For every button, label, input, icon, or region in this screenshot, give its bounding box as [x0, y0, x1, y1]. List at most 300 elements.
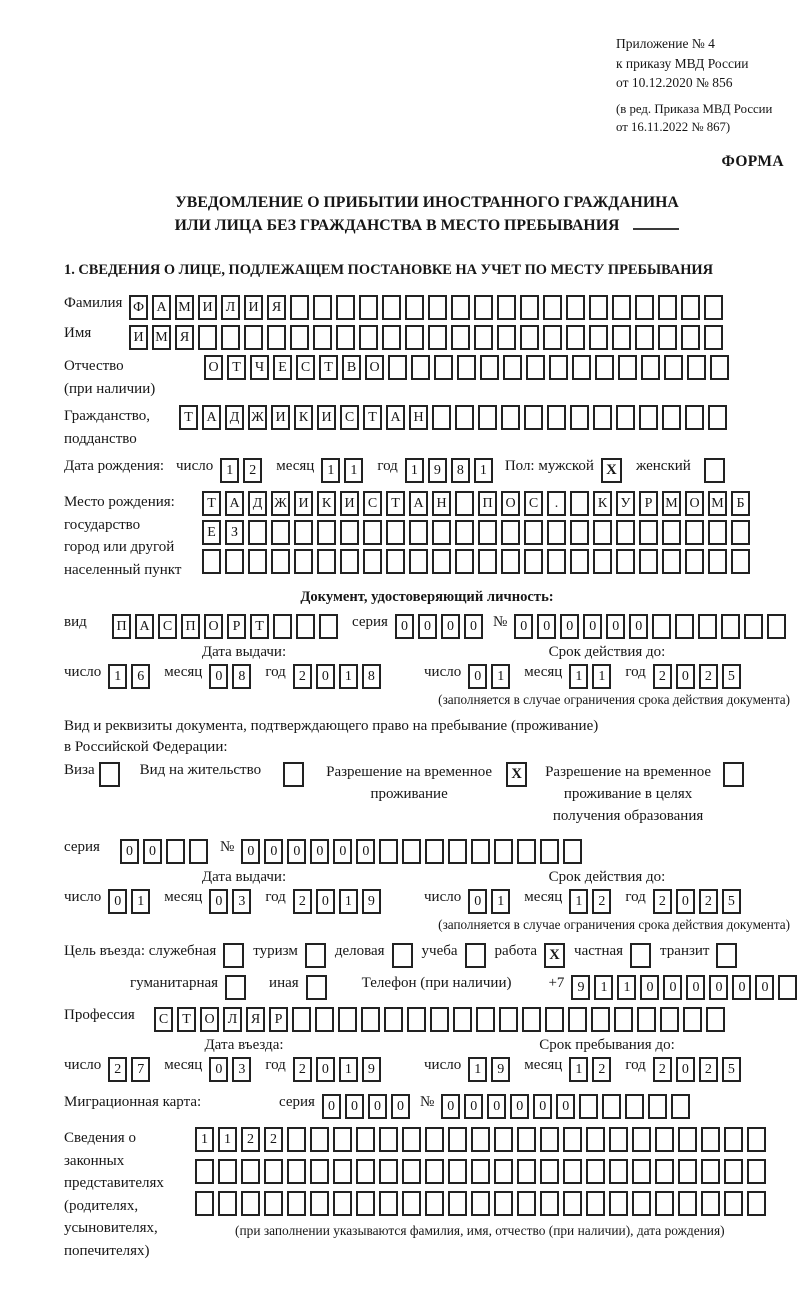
visa-checkbox[interactable] — [99, 762, 120, 787]
char-box[interactable] — [635, 295, 654, 320]
char-box[interactable]: Ж — [271, 491, 290, 516]
char-box[interactable]: С — [524, 491, 543, 516]
char-box[interactable]: П — [112, 614, 131, 639]
char-box[interactable] — [609, 1191, 628, 1216]
char-box[interactable]: Я — [267, 295, 286, 320]
char-box[interactable] — [409, 520, 428, 545]
char-box[interactable]: 0 — [560, 614, 579, 639]
temp-residence-edu-checkbox[interactable] — [723, 762, 744, 787]
char-box[interactable] — [290, 295, 309, 320]
char-box[interactable]: Ж — [248, 405, 267, 430]
char-box[interactable] — [517, 1127, 536, 1152]
char-box[interactable] — [356, 1127, 375, 1152]
char-box[interactable] — [501, 405, 520, 430]
char-box[interactable] — [474, 325, 493, 350]
char-box[interactable] — [708, 405, 727, 430]
char-box[interactable] — [166, 839, 185, 864]
char-box[interactable] — [586, 1127, 605, 1152]
char-box[interactable] — [503, 355, 522, 380]
char-box[interactable]: С — [158, 614, 177, 639]
char-box[interactable] — [455, 549, 474, 574]
char-box[interactable]: А — [135, 614, 154, 639]
char-box[interactable] — [409, 549, 428, 574]
char-box[interactable] — [522, 1007, 541, 1032]
char-box[interactable] — [570, 520, 589, 545]
char-box[interactable] — [520, 295, 539, 320]
char-box[interactable] — [432, 549, 451, 574]
char-box[interactable] — [586, 1159, 605, 1184]
char-box[interactable]: 1 — [617, 975, 636, 1000]
char-box[interactable] — [747, 1191, 766, 1216]
char-box[interactable] — [313, 325, 332, 350]
char-box[interactable] — [678, 1127, 697, 1152]
char-box[interactable] — [747, 1159, 766, 1184]
char-box[interactable]: Ч — [250, 355, 269, 380]
char-box[interactable]: 1 — [131, 889, 150, 914]
char-box[interactable] — [494, 1127, 513, 1152]
char-box[interactable] — [632, 1159, 651, 1184]
char-box[interactable] — [287, 1191, 306, 1216]
char-box[interactable] — [593, 405, 612, 430]
char-box[interactable] — [563, 1191, 582, 1216]
char-box[interactable]: 1 — [468, 1057, 487, 1082]
char-box[interactable] — [639, 520, 658, 545]
char-box[interactable]: 0 — [537, 614, 556, 639]
char-box[interactable] — [710, 355, 729, 380]
char-box[interactable] — [547, 549, 566, 574]
char-box[interactable] — [218, 1159, 237, 1184]
char-box[interactable]: 0 — [120, 839, 139, 864]
char-box[interactable]: 1 — [491, 889, 510, 914]
char-box[interactable] — [685, 520, 704, 545]
char-box[interactable]: Т — [227, 355, 246, 380]
char-box[interactable]: К — [294, 405, 313, 430]
char-box[interactable] — [524, 549, 543, 574]
char-box[interactable]: 0 — [514, 614, 533, 639]
char-box[interactable]: 2 — [699, 889, 718, 914]
char-box[interactable]: Д — [248, 491, 267, 516]
char-box[interactable] — [338, 1007, 357, 1032]
char-box[interactable]: 0 — [676, 889, 695, 914]
char-box[interactable]: 0 — [533, 1094, 552, 1119]
char-box[interactable]: 1 — [569, 889, 588, 914]
char-box[interactable] — [678, 1159, 697, 1184]
sex-female-checkbox[interactable] — [704, 458, 725, 483]
char-box[interactable]: Т — [319, 355, 338, 380]
char-box[interactable] — [333, 1159, 352, 1184]
char-box[interactable] — [589, 325, 608, 350]
char-box[interactable] — [609, 1127, 628, 1152]
char-box[interactable]: М — [662, 491, 681, 516]
char-box[interactable] — [731, 549, 750, 574]
char-box[interactable]: 2 — [653, 889, 672, 914]
char-box[interactable] — [336, 325, 355, 350]
char-box[interactable] — [708, 549, 727, 574]
char-box[interactable]: 0 — [464, 1094, 483, 1119]
char-box[interactable] — [708, 520, 727, 545]
char-box[interactable]: 9 — [491, 1057, 510, 1082]
char-box[interactable] — [451, 295, 470, 320]
char-box[interactable] — [494, 839, 513, 864]
char-box[interactable] — [497, 295, 516, 320]
char-box[interactable]: А — [202, 405, 221, 430]
char-box[interactable]: 0 — [676, 1057, 695, 1082]
purpose-tourism-checkbox[interactable] — [305, 943, 326, 968]
char-box[interactable] — [517, 1191, 536, 1216]
char-box[interactable] — [497, 325, 516, 350]
char-box[interactable] — [660, 1007, 679, 1032]
char-box[interactable]: 1 — [218, 1127, 237, 1152]
char-box[interactable] — [359, 325, 378, 350]
char-box[interactable] — [476, 1007, 495, 1032]
char-box[interactable]: 3 — [232, 1057, 251, 1082]
char-box[interactable] — [195, 1159, 214, 1184]
char-box[interactable]: О — [365, 355, 384, 380]
char-box[interactable]: С — [363, 491, 382, 516]
char-box[interactable] — [540, 1159, 559, 1184]
char-box[interactable]: 0 — [686, 975, 705, 1000]
char-box[interactable]: Т — [363, 405, 382, 430]
char-box[interactable] — [474, 295, 493, 320]
char-box[interactable] — [655, 1127, 674, 1152]
char-box[interactable] — [593, 549, 612, 574]
char-box[interactable] — [241, 1159, 260, 1184]
char-box[interactable] — [501, 549, 520, 574]
char-box[interactable]: К — [593, 491, 612, 516]
char-box[interactable] — [471, 1191, 490, 1216]
char-box[interactable] — [614, 1007, 633, 1032]
char-box[interactable] — [685, 549, 704, 574]
char-box[interactable] — [655, 1191, 674, 1216]
char-box[interactable] — [340, 549, 359, 574]
char-box[interactable]: 0 — [316, 1057, 335, 1082]
char-box[interactable]: 2 — [592, 889, 611, 914]
char-box[interactable]: 2 — [293, 664, 312, 689]
char-box[interactable] — [448, 1191, 467, 1216]
char-box[interactable] — [471, 1127, 490, 1152]
char-box[interactable]: Н — [432, 491, 451, 516]
char-box[interactable]: И — [271, 405, 290, 430]
char-box[interactable]: 2 — [653, 664, 672, 689]
char-box[interactable]: И — [294, 491, 313, 516]
char-box[interactable] — [448, 1127, 467, 1152]
char-box[interactable] — [517, 1159, 536, 1184]
char-box[interactable]: 0 — [732, 975, 751, 1000]
char-box[interactable] — [202, 549, 221, 574]
char-box[interactable]: 0 — [209, 1057, 228, 1082]
char-box[interactable] — [616, 405, 635, 430]
char-box[interactable] — [767, 614, 786, 639]
char-box[interactable] — [405, 295, 424, 320]
char-box[interactable]: 0 — [264, 839, 283, 864]
char-box[interactable] — [294, 549, 313, 574]
char-box[interactable]: 0 — [755, 975, 774, 1000]
char-box[interactable] — [218, 1191, 237, 1216]
char-box[interactable] — [701, 1191, 720, 1216]
char-box[interactable] — [540, 1191, 559, 1216]
char-box[interactable] — [290, 325, 309, 350]
char-box[interactable] — [317, 520, 336, 545]
char-box[interactable]: 1 — [220, 458, 239, 483]
char-box[interactable]: . — [547, 491, 566, 516]
char-box[interactable] — [264, 1159, 283, 1184]
char-box[interactable]: А — [409, 491, 428, 516]
char-box[interactable] — [382, 325, 401, 350]
char-box[interactable]: О — [204, 355, 223, 380]
char-box[interactable] — [678, 1191, 697, 1216]
char-box[interactable]: Б — [731, 491, 750, 516]
char-box[interactable] — [402, 839, 421, 864]
char-box[interactable]: З — [225, 520, 244, 545]
char-box[interactable] — [379, 839, 398, 864]
char-box[interactable] — [267, 325, 286, 350]
char-box[interactable]: П — [478, 491, 497, 516]
char-box[interactable] — [471, 839, 490, 864]
char-box[interactable] — [363, 549, 382, 574]
char-box[interactable]: 2 — [108, 1057, 127, 1082]
char-box[interactable]: А — [152, 295, 171, 320]
char-box[interactable] — [313, 295, 332, 320]
char-box[interactable]: 2 — [293, 1057, 312, 1082]
char-box[interactable]: 1 — [569, 1057, 588, 1082]
char-box[interactable] — [652, 614, 671, 639]
char-box[interactable] — [704, 325, 723, 350]
char-box[interactable] — [701, 1159, 720, 1184]
char-box[interactable] — [589, 295, 608, 320]
char-box[interactable]: 2 — [293, 889, 312, 914]
char-box[interactable] — [744, 614, 763, 639]
char-box[interactable] — [547, 405, 566, 430]
char-box[interactable]: О — [501, 491, 520, 516]
char-box[interactable] — [379, 1191, 398, 1216]
char-box[interactable] — [296, 614, 315, 639]
char-box[interactable] — [637, 1007, 656, 1032]
char-box[interactable]: 0 — [629, 614, 648, 639]
char-box[interactable] — [480, 355, 499, 380]
char-box[interactable]: О — [204, 614, 223, 639]
char-box[interactable] — [356, 1191, 375, 1216]
char-box[interactable] — [591, 1007, 610, 1032]
char-box[interactable]: Я — [175, 325, 194, 350]
char-box[interactable] — [687, 355, 706, 380]
char-box[interactable] — [225, 549, 244, 574]
char-box[interactable] — [635, 325, 654, 350]
char-box[interactable]: 1 — [491, 664, 510, 689]
char-box[interactable]: Д — [225, 405, 244, 430]
char-box[interactable] — [612, 295, 631, 320]
char-box[interactable] — [287, 1127, 306, 1152]
char-box[interactable]: Р — [227, 614, 246, 639]
char-box[interactable] — [273, 614, 292, 639]
char-box[interactable]: 0 — [310, 839, 329, 864]
char-box[interactable]: Р — [269, 1007, 288, 1032]
char-box[interactable]: 9 — [362, 1057, 381, 1082]
char-box[interactable]: Т — [179, 405, 198, 430]
char-box[interactable] — [428, 295, 447, 320]
char-box[interactable] — [241, 1191, 260, 1216]
char-box[interactable]: 2 — [264, 1127, 283, 1152]
char-box[interactable] — [294, 520, 313, 545]
char-box[interactable] — [778, 975, 797, 1000]
char-box[interactable] — [478, 520, 497, 545]
char-box[interactable]: 1 — [108, 664, 127, 689]
purpose-official-checkbox[interactable] — [223, 943, 244, 968]
char-box[interactable] — [198, 325, 217, 350]
char-box[interactable] — [402, 1127, 421, 1152]
char-box[interactable]: Т — [202, 491, 221, 516]
char-box[interactable] — [430, 1007, 449, 1032]
char-box[interactable] — [658, 325, 677, 350]
char-box[interactable] — [616, 549, 635, 574]
char-box[interactable] — [432, 520, 451, 545]
char-box[interactable]: 0 — [322, 1094, 341, 1119]
char-box[interactable] — [524, 405, 543, 430]
char-box[interactable] — [333, 1191, 352, 1216]
char-box[interactable] — [405, 325, 424, 350]
char-box[interactable]: И — [129, 325, 148, 350]
char-box[interactable]: 2 — [592, 1057, 611, 1082]
char-box[interactable] — [402, 1159, 421, 1184]
char-box[interactable]: 1 — [569, 664, 588, 689]
char-box[interactable]: Е — [273, 355, 292, 380]
char-box[interactable]: 9 — [571, 975, 590, 1000]
char-box[interactable]: 7 — [131, 1057, 150, 1082]
char-box[interactable]: 0 — [287, 839, 306, 864]
char-box[interactable] — [379, 1159, 398, 1184]
char-box[interactable] — [616, 520, 635, 545]
char-box[interactable] — [655, 1159, 674, 1184]
char-box[interactable]: 1 — [321, 458, 340, 483]
char-box[interactable]: 1 — [405, 458, 424, 483]
char-box[interactable]: А — [386, 405, 405, 430]
char-box[interactable] — [632, 1127, 651, 1152]
char-box[interactable]: Т — [250, 614, 269, 639]
char-box[interactable] — [189, 839, 208, 864]
char-box[interactable]: 0 — [418, 614, 437, 639]
char-box[interactable]: Т — [177, 1007, 196, 1032]
char-box[interactable] — [543, 295, 562, 320]
char-box[interactable] — [402, 1191, 421, 1216]
char-box[interactable] — [501, 520, 520, 545]
char-box[interactable]: 8 — [451, 458, 470, 483]
char-box[interactable] — [683, 1007, 702, 1032]
char-box[interactable] — [517, 839, 536, 864]
char-box[interactable]: А — [225, 491, 244, 516]
char-box[interactable]: 0 — [640, 975, 659, 1000]
char-box[interactable] — [494, 1191, 513, 1216]
char-box[interactable]: 0 — [487, 1094, 506, 1119]
char-box[interactable] — [471, 1159, 490, 1184]
char-box[interactable] — [639, 549, 658, 574]
char-box[interactable] — [425, 1191, 444, 1216]
char-box[interactable] — [359, 295, 378, 320]
char-box[interactable] — [448, 1159, 467, 1184]
char-box[interactable]: 0 — [143, 839, 162, 864]
char-box[interactable]: 0 — [345, 1094, 364, 1119]
char-box[interactable] — [681, 325, 700, 350]
residence-permit-checkbox[interactable] — [283, 762, 304, 787]
char-box[interactable] — [526, 355, 545, 380]
char-box[interactable] — [407, 1007, 426, 1032]
char-box[interactable]: 0 — [395, 614, 414, 639]
char-box[interactable] — [244, 325, 263, 350]
char-box[interactable]: 0 — [209, 889, 228, 914]
char-box[interactable]: Л — [221, 295, 240, 320]
char-box[interactable]: 0 — [333, 839, 352, 864]
char-box[interactable] — [545, 1007, 564, 1032]
char-box[interactable] — [455, 491, 474, 516]
char-box[interactable] — [586, 1191, 605, 1216]
char-box[interactable] — [724, 1127, 743, 1152]
sex-male-checkbox[interactable]: X — [601, 458, 622, 483]
char-box[interactable] — [675, 614, 694, 639]
char-box[interactable]: П — [181, 614, 200, 639]
char-box[interactable] — [494, 1159, 513, 1184]
char-box[interactable] — [457, 355, 476, 380]
char-box[interactable] — [520, 325, 539, 350]
purpose-humanitarian-checkbox[interactable] — [225, 975, 246, 1000]
char-box[interactable]: 0 — [663, 975, 682, 1000]
char-box[interactable] — [563, 839, 582, 864]
char-box[interactable] — [434, 355, 453, 380]
char-box[interactable] — [724, 1191, 743, 1216]
char-box[interactable]: 8 — [232, 664, 251, 689]
char-box[interactable]: Р — [639, 491, 658, 516]
char-box[interactable]: 0 — [316, 664, 335, 689]
char-box[interactable] — [704, 295, 723, 320]
char-box[interactable]: 0 — [556, 1094, 575, 1119]
char-box[interactable] — [379, 1127, 398, 1152]
char-box[interactable] — [721, 614, 740, 639]
char-box[interactable] — [563, 1159, 582, 1184]
char-box[interactable] — [625, 1094, 644, 1119]
char-box[interactable]: С — [296, 355, 315, 380]
char-box[interactable]: 0 — [606, 614, 625, 639]
char-box[interactable]: У — [616, 491, 635, 516]
char-box[interactable]: М — [708, 491, 727, 516]
char-box[interactable] — [453, 1007, 472, 1032]
char-box[interactable] — [478, 405, 497, 430]
char-box[interactable] — [264, 1191, 283, 1216]
char-box[interactable] — [363, 520, 382, 545]
char-box[interactable]: 0 — [441, 1094, 460, 1119]
char-box[interactable]: 2 — [699, 1057, 718, 1082]
char-box[interactable] — [540, 839, 559, 864]
char-box[interactable] — [609, 1159, 628, 1184]
char-box[interactable]: 6 — [131, 664, 150, 689]
purpose-private-checkbox[interactable] — [630, 943, 651, 968]
char-box[interactable]: 5 — [722, 1057, 741, 1082]
char-box[interactable] — [563, 1127, 582, 1152]
char-box[interactable] — [662, 520, 681, 545]
char-box[interactable] — [664, 355, 683, 380]
char-box[interactable]: К — [317, 491, 336, 516]
char-box[interactable]: 2 — [243, 458, 262, 483]
char-box[interactable] — [292, 1007, 311, 1032]
char-box[interactable]: В — [342, 355, 361, 380]
purpose-business-checkbox[interactable] — [392, 943, 413, 968]
char-box[interactable] — [706, 1007, 725, 1032]
char-box[interactable] — [540, 1127, 559, 1152]
char-box[interactable] — [639, 405, 658, 430]
char-box[interactable] — [315, 1007, 334, 1032]
char-box[interactable] — [287, 1159, 306, 1184]
char-box[interactable]: М — [152, 325, 171, 350]
char-box[interactable] — [658, 295, 677, 320]
char-box[interactable] — [411, 355, 430, 380]
char-box[interactable]: 1 — [594, 975, 613, 1000]
char-box[interactable] — [724, 1159, 743, 1184]
